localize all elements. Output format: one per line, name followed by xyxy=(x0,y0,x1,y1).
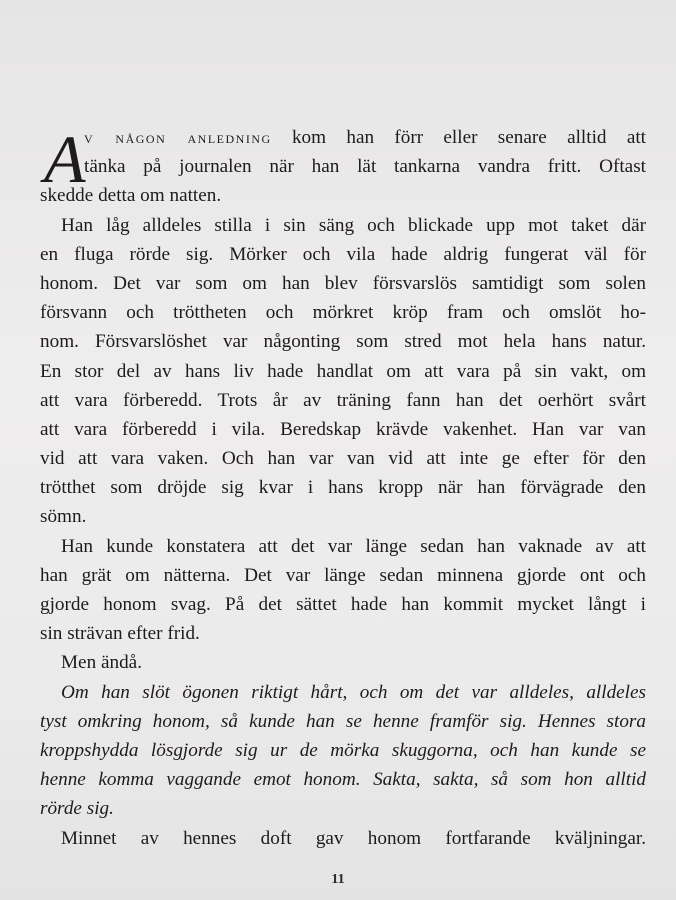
text-line-20: Om han slöt ögonen riktigt hårt, och om det var alldeles, alldeles xyxy=(61,681,646,703)
text-line-14: sömn. xyxy=(40,506,87,528)
drop-cap: A xyxy=(44,121,86,197)
page-number: 11 xyxy=(331,872,345,887)
text-line-21: tyst omkring honom, så kunde han se henne framför sig. Hennes stora xyxy=(40,710,646,732)
paragraph-6 xyxy=(40,824,646,853)
text-line-22: kroppshydda lösgjorde sig ur de mörka skuggorna, och han kunde se xyxy=(40,739,646,761)
text-line-23: henne komma vaggande emot honom. Sakta, sakta, så som hon alltid xyxy=(40,769,646,791)
text-line-6: honom. Det var som om han blev försvarslös samtidigt som solen xyxy=(40,272,646,294)
italic-paragraph xyxy=(40,678,646,824)
text-line-19: Men ändå. xyxy=(61,652,142,674)
text-line-9: En stor del av hans liv hade handlat om att vara på sin vakt, om xyxy=(40,360,646,382)
text-line-11: att vara förberedd i vila. Beredskap krävde vakenhet. Han var van xyxy=(40,418,646,440)
lead-small-caps: v någon anledning xyxy=(84,128,272,147)
text-line-12: vid att vara vaken. Och han var van vid att inte ge efter för den xyxy=(40,448,646,470)
text-line-8: nom. Försvarslöshet var någonting som stred mot hela hans natur. xyxy=(40,331,646,353)
text-line-18: sin strävan efter frid. xyxy=(40,623,200,645)
text-line-4: Han låg alldeles stilla i sin säng och blickade upp mot taket där xyxy=(61,214,646,236)
text-line-3: skedde detta om natten. xyxy=(40,185,222,207)
paragraph-3 xyxy=(40,532,646,649)
paragraph-4 xyxy=(40,648,646,677)
opening-paragraph xyxy=(40,123,646,211)
text-line-1 xyxy=(40,123,646,152)
text-line-17: gjorde honom svag. På det sättet hade han kommit mycket långt i xyxy=(40,594,646,615)
paragraph-2 xyxy=(40,211,646,532)
text-line-5: en fluga rörde sig. Mörker och vila hade aldrig fungerat väl för xyxy=(40,243,646,265)
body-text xyxy=(40,123,646,853)
text-line-25: Minnet av hennes doft gav honom fortfarande kväljningar. xyxy=(61,827,646,849)
text-line-16: han grät om nätterna. Det var länge sedan minnena gjorde ont och xyxy=(40,564,646,586)
text-line-13: trötthet som dröjde sig kvar i hans kropp när han förvägrade den xyxy=(40,477,646,499)
text-line-24: rörde sig. xyxy=(40,798,114,820)
text-line-7: försvann och tröttheten och mörkret kröp fram och omslöt ho- xyxy=(40,302,646,324)
text-line-10: att vara förberedd. Trots år av träning fann han det oerhört svårt xyxy=(40,389,646,411)
text-line-1-rest: kom han förr eller senare alltid att xyxy=(271,127,646,148)
text-line-2: tänka på journalen när han lät tankarna vandra fritt. Oftast xyxy=(84,156,646,178)
text-line-15: Han kunde konstatera att det var länge sedan han vaknade av att xyxy=(61,535,646,557)
